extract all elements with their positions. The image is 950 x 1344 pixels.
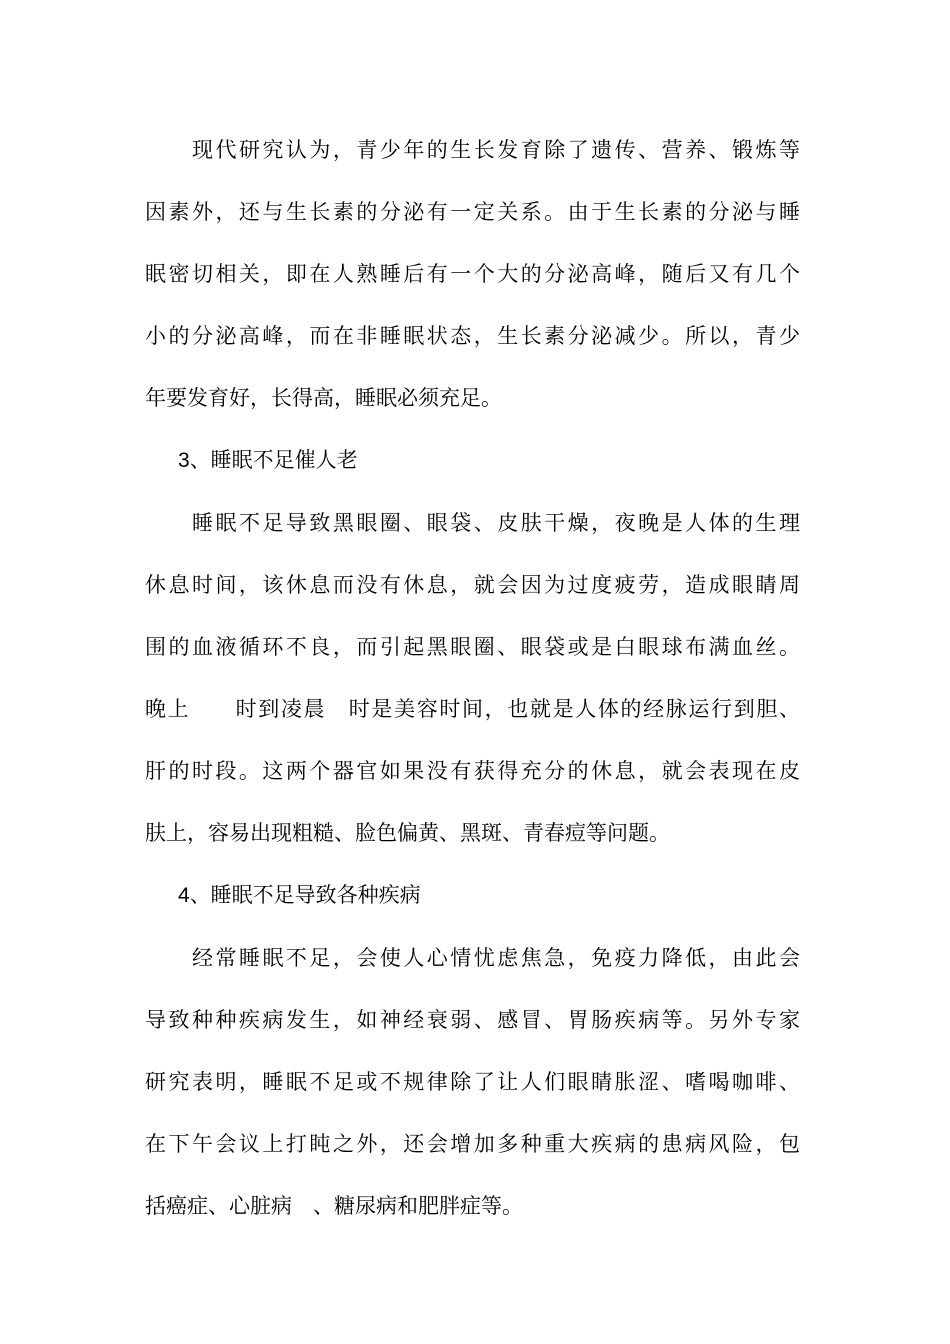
document-body — [145, 119, 800, 1237]
section-title: 、睡眠不足催人老 — [189, 448, 358, 472]
paragraph-growth-hormone — [145, 119, 800, 429]
text-line: 在下午会议上打盹之外，还会增加多种重大疾病的患病风险，包 — [145, 1132, 800, 1156]
text-line: 围的血液循环不良，而引起黑眼圈、眼袋或是白眼球布满血丝。 — [145, 635, 800, 659]
section-number: 3 — [178, 449, 190, 472]
paragraph-aging — [145, 492, 800, 864]
paragraph-diseases — [145, 927, 800, 1237]
text-line: 晚上 时到凌晨 时是美容时间，也就是人体的经脉运行到胆、 — [145, 697, 800, 721]
text-line: 现代研究认为，青少年的生长发育除了遗传、营养、锻炼等 — [192, 138, 800, 162]
text-line: 经常睡眠不足，会使人心情忧虑焦急，免疫力降低，由此会 — [192, 946, 800, 970]
text-line: 眠密切相关，即在人熟睡后有一个大的分泌高峰，随后又有几个 — [145, 262, 800, 286]
text-line: 小的分泌高峰，而在非睡眠状态，生长素分泌减少。所以，青少 — [145, 324, 800, 348]
text-line: 肝的时段。这两个器官如果没有获得充分的休息，就会表现在皮 — [145, 759, 800, 783]
section-heading-3 — [145, 429, 800, 492]
text-line: 睡眠不足导致黑眼圈、眼袋、皮肤干燥，夜晚是人体的生理 — [192, 511, 800, 535]
text-line: 括癌症、心脏病 、糖尿病和肥胖症等。 — [145, 1194, 523, 1218]
text-line: 因素外，还与生长素的分泌有一定关系。由于生长素的分泌与睡 — [145, 200, 800, 224]
text-line: 休息时间，该休息而没有休息，就会因为过度疲劳，造成眼睛周 — [145, 573, 800, 597]
text-line: 研究表明，睡眠不足或不规律除了让人们眼睛胀涩、嗜喝咖啡、 — [145, 1070, 800, 1094]
section-title: 、睡眠不足导致各种疾病 — [189, 883, 421, 907]
section-number: 4 — [178, 884, 190, 907]
text-line: 导致种种疾病发生，如神经衰弱、感冒、胃肠疾病等。另外专家 — [145, 1008, 800, 1032]
text-line: 年要发育好，长得高，睡眠必须充足。 — [145, 386, 502, 410]
text-line: 肤上，容易出现粗糙、脸色偏黄、黑斑、青春痘等问题。 — [145, 821, 670, 845]
section-heading-4 — [145, 864, 800, 927]
